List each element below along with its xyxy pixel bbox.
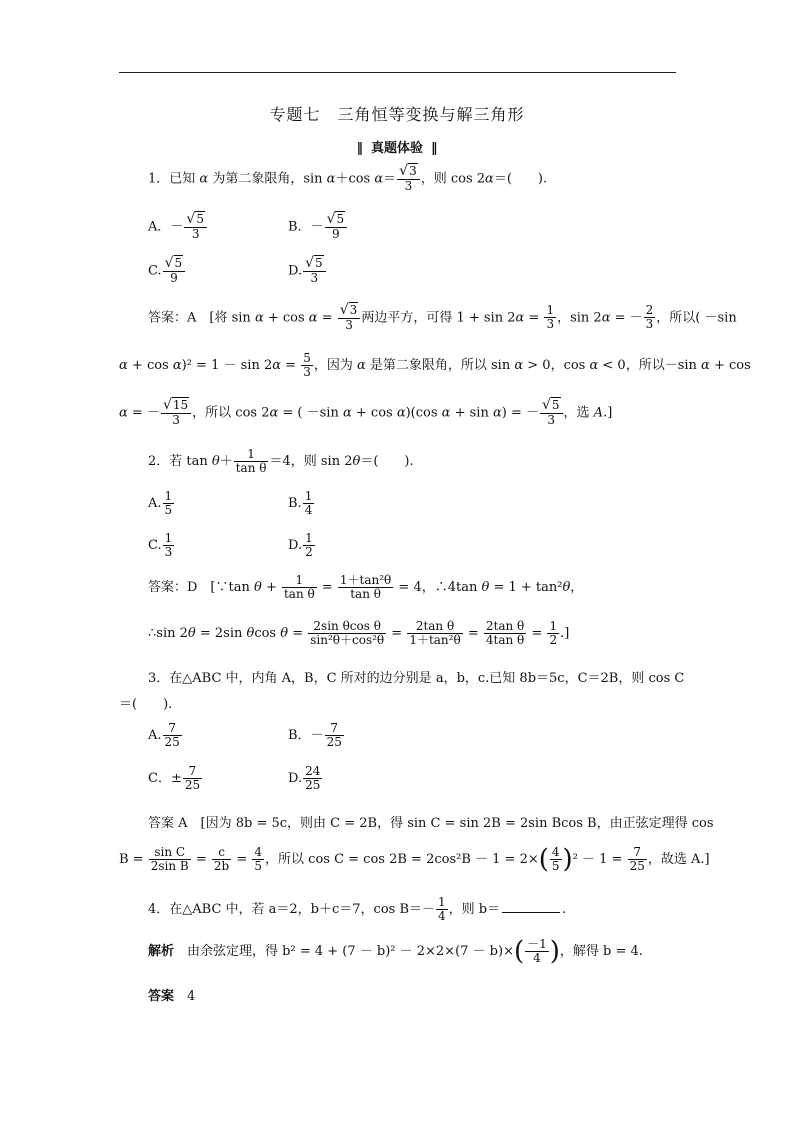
q2-option-a [148,490,175,517]
math-variable: α [514,358,524,374]
math-variable: θ [246,626,255,642]
q1-option-b [288,212,348,242]
q1-answer-line-1 [148,303,737,333]
math-variable: α [326,171,336,187]
q4-solution [148,938,643,965]
section-right-mark: ‖ [431,141,438,156]
parenthesis: ( [513,936,525,967]
denominator: tan θ [283,587,315,602]
denominator: 4tan θ [485,633,525,648]
section-heading [0,137,794,156]
text-span: B．－ [288,728,324,744]
question-4-stem [148,896,566,923]
numerator: 7 [163,722,182,736]
fraction [282,574,317,601]
numerator: 1 [282,574,317,588]
text-span: + sin [450,405,493,421]
math-variable: A [593,405,604,421]
denominator: 3 [172,413,180,428]
fraction [163,490,175,517]
numerator: 2 [645,303,654,318]
math-variable: θ [562,580,571,596]
math-variable: α [515,310,525,326]
radical-sign: √ [305,255,315,271]
text-span: ∴sin 2 [148,626,188,642]
denominator: 3 [404,179,413,194]
square-root [165,256,184,271]
text-span: B. [288,496,302,512]
q2-answer-line-2 [148,620,569,647]
fraction [544,304,556,331]
fraction [484,620,526,647]
numerator: 7 [628,846,647,860]
denominator: 9 [332,227,340,242]
text-span: = [317,580,337,596]
fraction [163,722,182,749]
math-variable: α [601,310,611,326]
text-span: D. [288,771,303,787]
text-span: = 2sin [195,626,247,642]
text-span: = － [610,310,643,326]
square-root [340,303,359,318]
math-variable: α [254,310,264,326]
numerator: 2sin θcos θ [308,620,386,634]
text-span: ，故选 A.] [647,852,710,868]
numerator [325,212,348,228]
numerator: 1 [304,489,313,503]
text-span: ² － 1 = [572,852,627,868]
text-span: + [261,580,281,596]
text-span: = [317,310,337,326]
denominator: 3 [546,317,555,332]
denominator: 2 [549,633,558,648]
math-variable: α [172,358,182,374]
numerator: 7 [325,722,344,736]
numerator: 7 [183,765,202,779]
q3-answer-line-2 [119,846,710,873]
numerator: c [212,846,231,860]
text-span: C. [148,263,162,279]
denominator: 4 [438,909,446,924]
radicand: 5 [315,256,323,270]
q2-option-d [288,532,316,559]
denominator: 4 [533,951,541,966]
denominator: 25 [629,859,645,874]
text-span: 是第二象限角，所以 sin [365,358,515,374]
math-variable: θ [253,580,262,596]
numerator: 4 [551,845,560,859]
text-span: B = [119,852,148,868]
numerator: 2tan θ [407,620,462,634]
text-span: 2．若 tan [148,454,212,470]
math-variable: α [272,358,282,374]
radical-sign: √ [541,397,551,413]
numerator [184,212,207,228]
text-span: = [387,626,407,642]
text-span: + cos [351,405,397,421]
denominator: 3 [191,227,200,242]
q3-option-d [288,765,323,792]
text-span: ，因为 [313,358,357,374]
math-variable: α [441,405,451,421]
question-1-stem [148,164,547,194]
denominator: tan θ [350,587,381,602]
radicand: 3 [349,303,358,317]
fraction [301,352,313,379]
text-span: = － [127,405,160,421]
math-variable: α [199,171,209,187]
numerator: 1 [164,489,173,503]
denominator: 3 [547,413,556,428]
denominator: 2sin B [150,859,189,874]
math-variable: α [485,171,494,187]
square-root [163,398,189,413]
numerator: 1 [305,531,313,545]
numerator: 1 [438,895,446,909]
math-variable: α [342,405,352,421]
question-3-stem: 3．在△ABC 中，内角 A，B，C 所对的边分别是 a，b，c.已知 8b＝5c，C＝2B，则 cos C [148,671,685,686]
text-span: + cos [709,358,751,374]
numerator: sin C [149,846,191,860]
math-variable: α [374,171,384,187]
numerator: 1 [549,619,558,633]
q1-answer-line-2 [119,352,751,379]
fraction [338,574,393,601]
q1-option-d [288,256,327,286]
square-root [399,164,418,179]
text-span: cos [254,626,281,642]
fraction [540,398,563,428]
numerator [397,164,420,180]
denominator: 3 [164,545,173,560]
numerator: 2tan θ [485,619,525,633]
math-variable: α [356,358,366,374]
text-span: A. [148,728,162,744]
text-span: = [232,852,252,868]
fraction [397,164,420,194]
denominator: tan θ [235,461,267,476]
text-span: C．± [148,771,182,787]
text-span: .] [603,405,613,421]
text-span: ，则 b＝ [448,902,501,918]
fraction [303,490,315,517]
fraction [149,846,191,873]
text-span: = [527,626,547,642]
text-span: 1．已知 [148,171,200,187]
math-variable: α [119,358,128,374]
denominator: 25 [326,735,342,750]
question-2-stem [148,448,414,475]
q1-option-c [148,256,186,286]
square-root [327,212,346,227]
text-span: ＝( ). [493,171,548,187]
text-span: ， [570,580,584,596]
text-span: A. [148,496,162,512]
denominator: 25 [164,735,180,750]
text-span: ，解得 b = 4. [559,944,643,960]
denominator: 25 [184,778,201,793]
text-span: ，所以( －sin [656,310,737,326]
text-span: 4 [187,989,196,1004]
numerator: 1 [546,303,555,318]
radicand: 5 [196,212,204,226]
text-span: . [562,902,567,918]
section-title: 真题体验 [370,141,423,156]
fraction [183,765,202,792]
fraction [436,896,448,923]
text-span: B．－ [288,219,324,235]
radical-sign: √ [186,211,196,227]
radicand: 5 [174,256,183,270]
q3-option-a [148,722,183,749]
text-span: A．－ [148,219,184,235]
fraction [163,532,175,559]
radicand: 15 [172,398,189,412]
denominator: 3 [645,317,654,332]
text-span: ，sin 2 [557,310,602,326]
math-variable: α [589,358,599,374]
q3-option-c [148,765,203,792]
answer-blank [502,912,560,913]
numerator: 1 [164,531,173,545]
text-span: 两边平方，可得 1 + sin 2 [361,310,516,326]
math-variable: α [396,405,406,421]
text-span: + cos [263,310,309,326]
fraction [628,846,647,873]
denominator: 3 [303,365,311,380]
fraction [252,846,264,873]
parenthesis: ) [562,844,573,875]
denominator: 2 [305,545,313,560]
radical-sign: √ [399,163,409,179]
denominator: 4 [304,503,313,518]
fraction [308,620,386,647]
q3-answer-line-1: 答案 A [因为 8b = 5c，则由 C = 2B，得 sin C = sin 2B = 2sin Bcos B，由正弦定理得 cos [148,816,714,831]
fraction [525,938,549,965]
text-span: > 0，cos [523,358,590,374]
text-span: ，所以 cos C = cos 2B = 2cos²B － 1 = 2× [265,852,539,868]
math-variable: α [701,358,710,374]
denominator: 9 [170,271,178,286]
text-span: = [288,626,308,642]
math-variable: θ [481,580,490,596]
text-span: 答案：D [∵tan [148,580,254,596]
square-root [186,212,205,227]
numerator: 24 [305,764,321,778]
numerator [163,256,186,272]
fraction [212,846,231,873]
text-span: + cos [127,358,173,374]
numerator: 1＋tan²θ [339,573,392,587]
numerator: －1 [527,937,547,951]
q3-option-b [288,722,345,749]
q2-answer-line-1 [148,574,583,601]
fraction [303,256,326,286]
denominator: 3 [345,318,353,333]
text-span: 答案 [148,989,175,1004]
text-span: = [463,626,483,642]
page-title: 专题七 三角恒等变换与解三角形 [269,105,525,124]
denominator: 5 [164,503,173,518]
q1-option-a [148,212,208,242]
math-variable: α [269,405,279,421]
denominator: 1＋tan²θ [409,633,461,648]
numerator: 4 [254,845,263,859]
radical-sign: √ [164,255,174,271]
radicand: 3 [409,164,417,178]
denominator: 5 [254,859,263,874]
fraction [325,212,348,242]
radicand: 5 [336,212,345,226]
denominator: sin²θ＋cos²θ [310,633,385,648]
text-span: ＋cos [335,171,375,187]
fraction [550,846,562,873]
fraction [163,256,186,286]
math-variable: θ [187,626,196,642]
fraction [407,620,462,647]
fraction [338,303,361,333]
math-variable: α [492,405,502,421]
text-span: D. [288,263,303,279]
math-variable: α [119,405,128,421]
fraction [325,722,344,749]
numerator: 1 [234,448,269,462]
fraction [303,532,315,559]
math-variable: θ [352,454,361,470]
fraction [547,620,559,647]
numerator [161,398,191,414]
parenthesis: ( [538,844,549,875]
numerator [540,398,563,414]
text-span: = 4，∴4tan [394,580,482,596]
text-span: C. [148,538,162,554]
text-span: 4．在△ABC 中，若 a＝2，b＋c＝7，cos B＝－ [148,902,436,918]
square-root [542,398,561,413]
text-span: ，选 [563,405,594,421]
fraction [644,304,656,331]
q4-answer [148,985,195,1004]
parenthesis: ) [549,936,560,967]
question-3-stem-cont: ＝( ). [119,697,173,712]
text-span: ＋ [219,454,233,470]
denominator: 5 [551,859,560,874]
denominator: 3 [310,271,319,286]
numerator [303,256,326,272]
radical-sign: √ [339,302,349,318]
math-variable: θ [211,454,220,470]
text-span: ＝ [383,171,397,187]
numerator: 5 [303,351,311,365]
q2-option-c [148,532,175,559]
text-span: = [191,852,211,868]
radicand: 5 [551,398,560,412]
text-span: .] [560,626,570,642]
text-span: 为第二象限角，sin [208,171,327,187]
text-span: < 0，所以－sin [598,358,702,374]
fraction [234,448,269,475]
fraction [184,212,207,242]
denominator: 25 [305,778,321,793]
text-span: 答案：A [将 sin [148,310,255,326]
text-span: D. [288,538,303,554]
fraction [303,765,322,792]
section-left-mark: ‖ [356,141,363,156]
text-span: ，所以 cos 2 [192,405,270,421]
radical-sign: √ [326,211,336,227]
numerator [338,303,361,319]
radical-sign: √ [162,397,172,413]
header-rule [119,72,676,73]
text-span: ＝4，则 sin 2 [269,454,353,470]
math-variable: α [308,310,318,326]
text-span: ) = － [501,405,539,421]
text-span: = ( －sin [278,405,343,421]
text-span: = 1 + tan² [489,580,563,596]
text-span: )(cos [405,405,442,421]
square-root [305,256,324,271]
math-variable: θ [280,626,289,642]
text-span: 由余弦定理，得 b² = 4 + (7 － b)² － 2×2×(7 － b)× [174,944,514,960]
text-span: = [524,310,544,326]
text-span: )² = 1 － sin 2 [181,358,273,374]
text-span: ，则 cos 2 [420,171,486,187]
text-span: ＝( ). [360,454,414,470]
text-span: 解析 [148,944,175,960]
denominator: 2b [213,859,230,874]
q2-option-b [288,490,315,517]
fraction [161,398,191,428]
text-span: = [281,358,301,374]
q1-answer-line-3 [119,398,612,428]
